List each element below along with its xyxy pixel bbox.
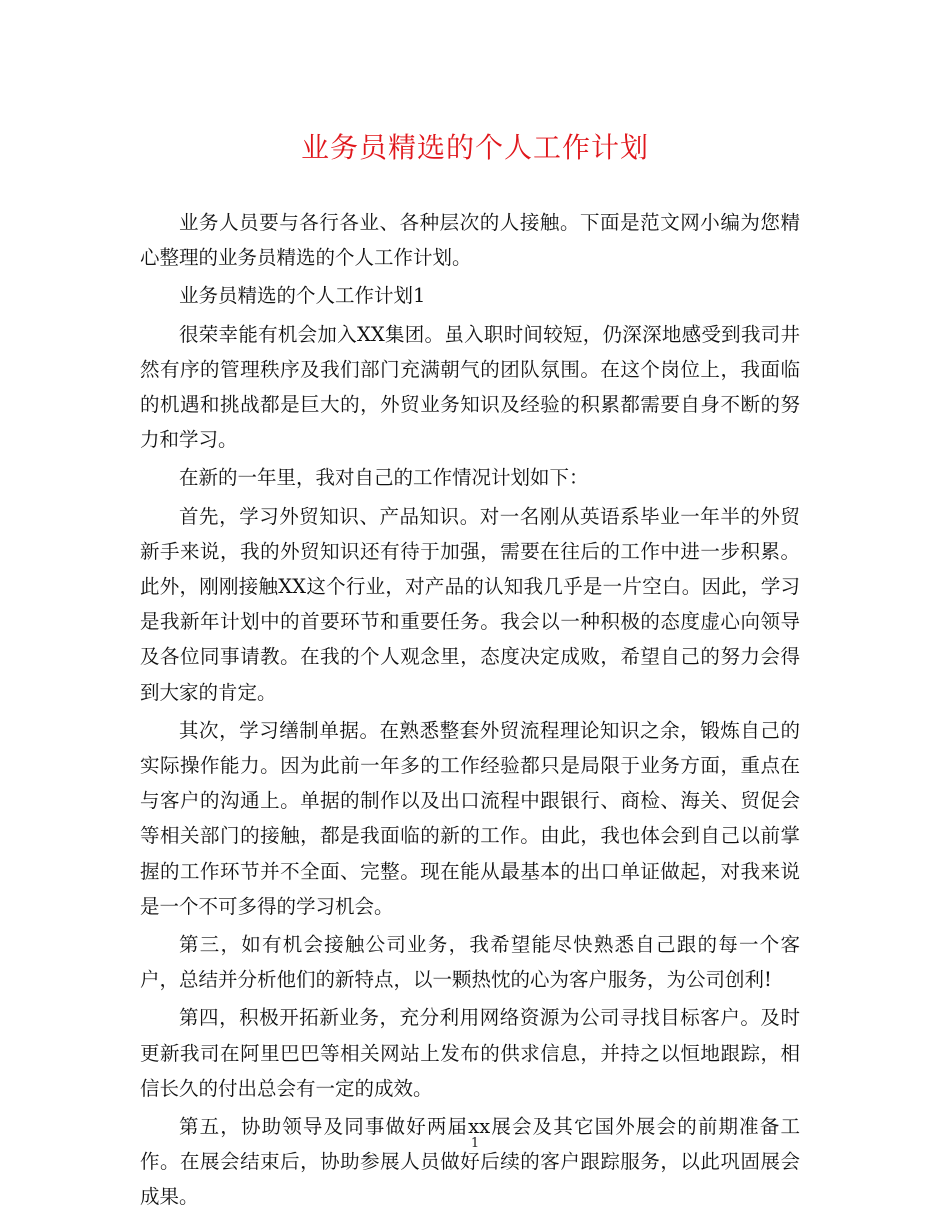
paragraph-intro: 业务人员要与各行各业、各种层次的人接触。下面是范文网小编为您精心整理的业务员精选的个人工作计划。 [140, 211, 800, 270]
paragraph-second: 其次，学习缮制单据。在熟悉整套外贸流程理论知识之余，锻炼自己的实际操作能力。因为此前一年多的工作经验都只是局限于业务方面，重点在与客户的沟通上。单据的制作以及出口流程中跟银行、商检、海关、贸促会等相关部门的接触，都是我面临的新的工作。由此，我也体会到自己以前掌握的工作环节并不全面、完整。现在能从最基本的出口单证做起，对我来说是一个不可多得的学习机会。 [140, 718, 800, 918]
page-number: 1 [470, 1136, 480, 1151]
paragraph-plan-intro: 在新的一年里，我对自己的工作情况计划如下： [179, 466, 589, 490]
paragraph-third: 第三，如有机会接触公司业务，我希望能尽快熟悉自己跟的每一个客户，总结并分析他们的新特点，以一颗热忱的心为客户服务，为公司创利! [140, 933, 800, 992]
paragraph-joining: 很荣幸能有机会加入XX集团。虽入职时间较短，仍深深地感受到我司井然有序的管理秩序及我们部门充满朝气的团队氛围。在这个岗位上，我面临的机遇和挑战都是巨大的，外贸业务知识及经验的积累都需要自身不断的努力和学习。 [140, 322, 800, 452]
section-heading: 业务员精选的个人工作计划1 [179, 284, 426, 308]
paragraph-fifth: 第五，协助领导及同事做好两届xx展会及其它国外展会的前期准备工作。在展会结束后，协助参展人员做好后续的客户跟踪服务，以此巩固展会成果。 [140, 1115, 800, 1209]
document-title: 业务员精选的个人工作计划 [300, 131, 649, 164]
paragraph-first: 首先，学习外贸知识、产品知识。对一名刚从英语系毕业一年半的外贸新手来说，我的外贸知识还有待于加强，需要在往后的工作中进一步积累。此外，刚刚接触XX这个行业，对产品的认知我几乎是一片空白。因此，学习是我新年计划中的首要环节和重要任务。我会以一种积极的态度虚心向领导及各位同事请教。在我的个人观念里，态度决定成败，希望自己的努力会得到大家的肯定。 [140, 504, 800, 704]
document-body [140, 205, 800, 1218]
paragraph-fourth: 第四，积极开拓新业务，充分利用网络资源为公司寻找目标客户。及时更新我司在阿里巴巴等相关网站上发布的供求信息，并持之以恒地跟踪，相信长久的付出总会有一定的成效。 [140, 1006, 800, 1100]
